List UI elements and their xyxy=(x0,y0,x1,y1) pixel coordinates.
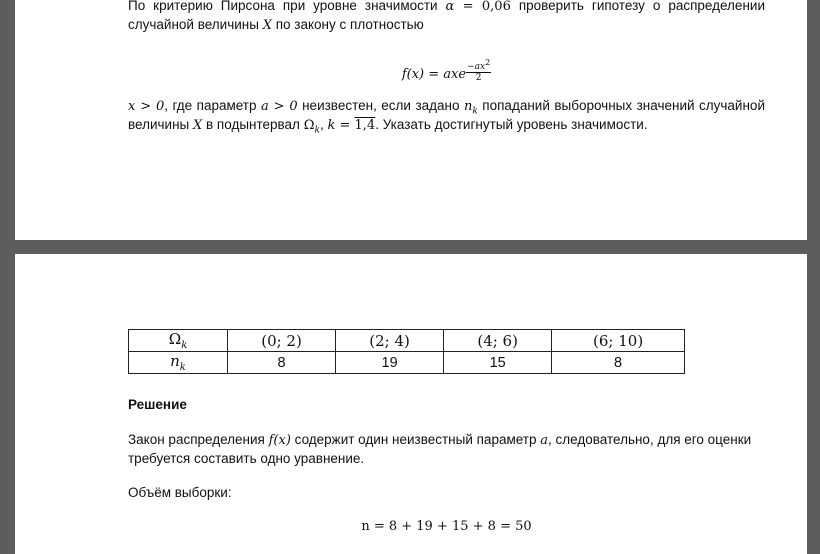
table-cell: (4; 6) xyxy=(444,330,552,352)
solution-heading: Решение xyxy=(128,397,187,412)
text-segment: , следовательно, для его оценки xyxy=(548,432,752,447)
problem-line-1 xyxy=(128,0,765,16)
condition-x: x > 0 xyxy=(128,99,165,114)
text-segment: попаданий выборочных значений случайной xyxy=(477,98,765,113)
document-page-1 xyxy=(15,0,807,240)
k-range: 1,4 xyxy=(354,118,376,133)
text-segment: , xyxy=(319,117,328,132)
exponent-sign: − xyxy=(467,62,475,72)
text-segment: Закон распределения xyxy=(128,432,269,447)
sum-formula-text: n = 8 + 19 + 15 + 8 = 50 xyxy=(361,519,532,534)
variable-x: X xyxy=(262,18,272,33)
nk-subscript: k xyxy=(472,106,478,117)
exponent-denominator: 2 xyxy=(475,73,482,83)
alpha-symbol: α xyxy=(445,0,455,14)
alpha-value: 0,06 xyxy=(481,0,511,14)
text-segment: По критерию Пирсона при уровне значимости xyxy=(128,0,446,13)
text-segment: , где параметр xyxy=(164,98,261,113)
n-subscript: k xyxy=(179,362,186,373)
sample-size-formula xyxy=(128,518,765,534)
solution-paragraph-1-line-2: требуется составить одно уравнение. xyxy=(128,451,365,466)
function-fx: f(x) xyxy=(268,433,291,448)
problem-line-2 xyxy=(128,15,765,35)
formula-lhs: f(x) = axe xyxy=(401,67,467,82)
text-segment: неизвестен, если задано xyxy=(297,98,464,113)
text-segment: проверить гипотезу о распределении xyxy=(510,0,765,13)
table-cell: 15 xyxy=(444,352,552,374)
omega-subscript: k xyxy=(181,340,188,351)
variable-x: X xyxy=(192,118,203,133)
document-page-2 xyxy=(15,254,807,554)
table-row xyxy=(129,352,685,374)
text-segment: по закону с плотностью xyxy=(271,17,424,32)
problem-line-4 xyxy=(128,115,765,141)
exponent-num-text: ax xyxy=(474,62,486,72)
n-symbol: n xyxy=(170,352,180,370)
text-segment: величины xyxy=(128,117,193,132)
solution-paragraph-1 xyxy=(128,430,765,450)
density-formula xyxy=(128,58,765,83)
text-segment: в подынтервал xyxy=(202,117,304,132)
table-row-header xyxy=(129,330,228,352)
table-cell: 8 xyxy=(228,352,336,374)
solution-paragraph-2: Объём выборки: xyxy=(128,485,232,500)
table-row-header xyxy=(129,352,228,374)
exponent xyxy=(466,58,491,83)
text-segment: случайной величины xyxy=(128,17,263,32)
equals-sign: = xyxy=(454,0,482,14)
table-cell: 8 xyxy=(552,352,685,374)
exponent-power: 2 xyxy=(485,58,491,67)
omega-subscript: k xyxy=(314,125,320,136)
text-segment: содержит один неизвестный параметр xyxy=(290,432,541,447)
omega-symbol: Ω xyxy=(303,118,315,133)
table-cell: 19 xyxy=(336,352,444,374)
table-cell: (6; 10) xyxy=(552,330,685,352)
table-cell: (0; 2) xyxy=(228,330,336,352)
k-symbol: k xyxy=(327,118,336,133)
table-row xyxy=(129,330,685,352)
table-cell: (2; 4) xyxy=(336,330,444,352)
parameter-a: a xyxy=(540,433,549,448)
nk-symbol: n xyxy=(463,99,473,114)
text-segment: . Указать достигнутый уровень значимости. xyxy=(375,117,648,132)
parameter-a: a > 0 xyxy=(260,99,298,114)
data-table xyxy=(128,329,685,374)
omega-symbol: Ω xyxy=(168,330,182,348)
equals-sign: = xyxy=(335,118,355,133)
exponent-numerator xyxy=(466,58,491,73)
